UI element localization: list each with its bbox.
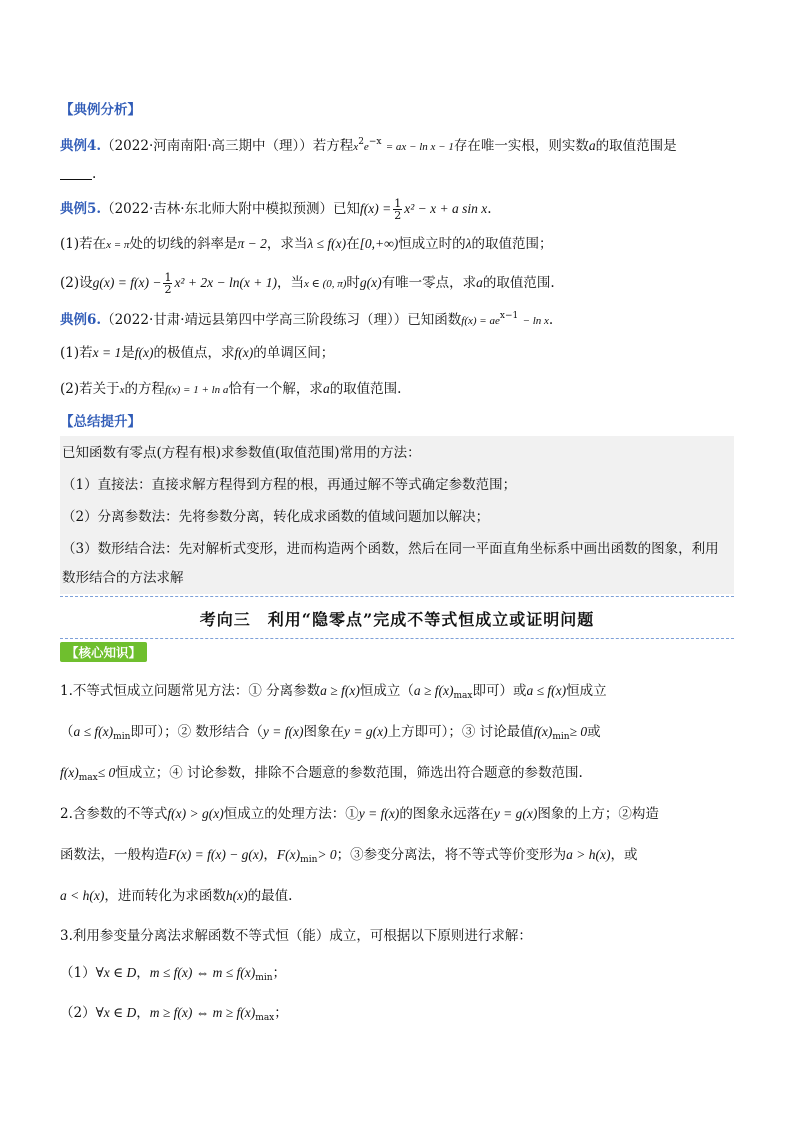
example-4	[60, 132, 734, 157]
e6q1-e: 的极值点，求	[153, 345, 235, 361]
k2-m: ；③参变分离法，将不等式等价变形为	[336, 847, 567, 863]
fraction-half	[393, 198, 402, 221]
var-a: a	[588, 138, 596, 153]
k1-h: （	[60, 724, 74, 740]
k2-d: y = f(x)	[358, 806, 400, 821]
example-6: 典例6.（2022·甘肃·靖远县第四中学高三阶段练习（理））已知函数$f(x) = ae^{x-1} - \ln x$.	[60, 311, 554, 328]
q1-h: [0,+∞)	[359, 236, 399, 251]
q1-a: (1)若在	[60, 236, 107, 252]
q2-h: 有唯一零点，求	[381, 275, 477, 291]
k2-min: min	[300, 855, 318, 865]
k1-o: f(x)	[533, 724, 553, 739]
k1-r: f(x)	[60, 765, 79, 780]
k1-t: 恒成立；④ 讨论参数，排除不合题意的参数范围，筛选出符合题意的参数范围.	[115, 765, 583, 781]
k2-b: f(x) > g(x)	[167, 806, 224, 821]
e6q1-g: 的单调区间；	[253, 345, 335, 361]
k3-r1a: （1）	[60, 965, 96, 981]
knowledge-1-line-1	[60, 681, 734, 706]
summary-line-0: 已知函数有零点(方程有根)求参数值(取值范围)常用的方法：	[62, 445, 421, 461]
k2-r: h(x)	[225, 888, 248, 903]
knowledge-3-intro: 3.利用参变量分离法求解函数不等式恒（能）成立，可根据以下原则进行求解：	[60, 928, 532, 944]
answer-blank-line	[60, 164, 734, 184]
blank-period: .	[92, 166, 97, 182]
example-5-q1	[60, 234, 734, 255]
q1-c: 处的切线的斜率是	[129, 236, 238, 252]
k1-min: min	[113, 732, 131, 742]
func-f6-rest: − ln x	[522, 315, 549, 327]
q2-g: g(x)	[359, 275, 382, 290]
e6q1-b: x = 1	[92, 345, 122, 360]
example-6-label: 典例6.	[60, 312, 102, 328]
k2-n: a > h(x)	[566, 847, 611, 862]
k3-r1e: ；	[272, 965, 286, 981]
k1-e: 即可）或	[472, 683, 527, 699]
section-title: 考向三 利用“隐零点”完成不等式恒成立或证明问题	[199, 610, 595, 629]
k1-b: a ≥ f(x)	[320, 683, 360, 698]
q2-f: 时	[346, 275, 360, 291]
e6q2-e: 恰有一个解，求	[228, 381, 323, 397]
frac-den: 2	[394, 209, 402, 222]
k2-l: > 0	[317, 847, 337, 862]
q1-i: 恒成立时的	[398, 236, 466, 252]
knowledge-3-rule-2	[60, 1003, 734, 1028]
k2-s: 的最值.	[247, 888, 293, 904]
eq-x: x	[353, 141, 359, 153]
k2-p: a < h(x)	[60, 888, 105, 903]
example-4-text: 存在唯一实根，则实数	[453, 138, 589, 154]
k1-p: ≥ 0	[569, 724, 588, 739]
k3-r1b: ∀x ∈ D	[95, 965, 137, 980]
answer-blank	[60, 179, 92, 180]
k1-a: 1.不等式恒成立问题常见方法：① 分离参数	[60, 683, 321, 699]
k1-m: y = g(x)	[344, 724, 388, 739]
section-header-analysis: 【典例分析】	[60, 102, 141, 118]
knowledge-2-line-2	[60, 845, 734, 870]
example-5: 典例5.（2022·吉林·东北师大附中模拟预测）已知f(x) = $\frac{1}{2}$ x² − x + a sin x.	[60, 197, 492, 222]
q1-e: ，求当	[266, 236, 308, 252]
summary-line-2: （2）分离参数法：先将参数分离，转化成求函数的值域问题加以解决；	[62, 509, 490, 525]
k1-l: 图象在	[303, 724, 345, 740]
eq-e: e	[363, 141, 369, 153]
k3-r2e: ；	[274, 1005, 288, 1021]
e6q1-c: 是	[121, 345, 135, 361]
e6q2-a: (2)若关于	[60, 381, 120, 397]
example-4-source: （2022·河南南阳·高三期中（理））若方程	[101, 138, 354, 154]
summary-header: 【总结提升】	[60, 414, 141, 430]
k2-o: ，或	[610, 847, 638, 863]
k3-r2b: ∀x ∈ D	[95, 1005, 137, 1020]
e6q2-b: x	[119, 384, 125, 396]
example-6-source: （2022·甘肃·靖远县第四中学高三阶段练习（理））已知函数	[101, 312, 462, 328]
k1-s: ≤ 0	[97, 765, 116, 780]
k2-k: F(x)	[276, 847, 301, 862]
eq-exp-e: −x	[368, 137, 382, 147]
q2-a: (2)设	[60, 275, 93, 291]
frac-den-2: 2	[164, 283, 172, 296]
separator-bottom	[60, 638, 734, 639]
q2-d: ，当	[277, 275, 305, 291]
e6q2-d: f(x) = 1 + ln a	[165, 384, 229, 396]
k3-r2-max: max	[255, 1013, 275, 1023]
knowledge-2-line-3	[60, 886, 734, 906]
k1-max-2: max	[78, 773, 98, 783]
knowledge-1-line-3	[60, 763, 734, 788]
k1-j: 即可）；② 数形结合（	[130, 724, 263, 740]
e6q2-c: 的方程	[124, 381, 166, 397]
k3-r2c: ，	[136, 1005, 150, 1021]
knowledge-1-line-2	[60, 722, 734, 747]
q1-d: π − 2	[237, 236, 267, 251]
k3-r1d: m ≤ f(x) ⇔ m ≤ f(x)	[149, 965, 256, 980]
k1-k: y = f(x)	[262, 724, 304, 739]
q1-g: 在	[346, 236, 360, 252]
example-6-q2	[60, 379, 734, 400]
e6q2-g: 的取值范围.	[329, 381, 402, 397]
knowledge-3-rule-1	[60, 963, 734, 988]
q1-b: x = π	[106, 239, 130, 251]
k2-a: 2.含参数的不等式	[60, 806, 168, 822]
k2-q: ，进而转化为求函数	[104, 888, 226, 904]
example-5-label: 典例5.	[60, 201, 102, 217]
example-4-end: 的取值范围是	[595, 138, 677, 154]
frac-num: 1	[394, 197, 402, 210]
example-4-label: 典例4.	[60, 138, 102, 154]
k3-r2a: （2）	[60, 1005, 96, 1021]
example-6-q1	[60, 343, 734, 363]
q2-c: x² + 2x − ln(x + 1)	[174, 275, 278, 290]
k3-r1-min: min	[255, 973, 273, 983]
func-f6: f(x) = ae	[461, 315, 500, 327]
k2-g: 图象的上方；②构造	[537, 806, 659, 822]
k1-n: 上方即可）；③ 讨论最值	[387, 724, 534, 740]
func-f-right: x² − x + a sin x	[404, 201, 488, 216]
k1-g: 恒成立	[566, 683, 607, 699]
example-5-q2	[60, 272, 734, 295]
q2-j: 的取值范围.	[482, 275, 555, 291]
fraction-half-2	[163, 272, 172, 295]
e6q1-d: f(x)	[134, 345, 154, 360]
k2-j: ，	[263, 847, 277, 863]
summary-line-3: （3）数形结合法：先对解析式变形，进而构造两个函数，然后在同一平面直角坐标系中画出函数的图象，利用	[62, 541, 719, 557]
e6q1-f: f(x)	[234, 345, 254, 360]
q1-j: λ	[465, 236, 472, 251]
example-5-source: （2022·吉林·东北师大附中模拟预测）已知	[101, 201, 361, 217]
k1-d: a ≥ f(x)	[413, 683, 454, 698]
k3-r2d: m ≥ f(x) ⇔ m ≥ f(x)	[149, 1005, 256, 1020]
q2-e: x ∈ (0, π)	[304, 278, 347, 290]
knowledge-2-line-1	[60, 804, 734, 824]
e6q2-f: a	[322, 381, 330, 396]
k1-min-2: min	[552, 732, 570, 742]
separator-top	[60, 596, 734, 597]
k2-i: F(x) = f(x) − g(x)	[168, 847, 264, 862]
k2-h: 函数法，一般构造	[60, 847, 168, 863]
k2-e: 的图象永远落在	[399, 806, 494, 822]
k2-f: y = g(x)	[493, 806, 538, 821]
summary-line-1: （1）直接法：直接求解方程得到方程的根，再通过解不等式确定参数范围；	[62, 477, 517, 493]
eq-right: = ax − ln x − 1	[385, 141, 454, 153]
exp-e2: x−1	[499, 311, 519, 321]
k1-f: a ≤ f(x)	[526, 683, 567, 698]
k2-c: 恒成立的处理方法：①	[223, 806, 359, 822]
func-f-left: f(x) =	[360, 201, 392, 216]
e6q1-a: (1)若	[60, 345, 93, 361]
summary-line-4: 数形结合的方法求解	[62, 570, 184, 586]
k3-r1c: ，	[136, 965, 150, 981]
core-knowledge-badge: 【核心知识】	[60, 642, 147, 662]
k1-i: a ≤ f(x)	[73, 724, 114, 739]
eq-exp: 2	[358, 137, 364, 147]
k1-c: 恒成立（	[359, 683, 414, 699]
frac-num-2: 1	[164, 271, 172, 284]
q1-f: λ ≤ f(x)	[307, 236, 347, 251]
k1-max: max	[453, 691, 473, 701]
k1-q: 或	[587, 724, 601, 740]
q1-k: 的取值范围；	[471, 236, 553, 252]
q2-b: g(x) = f(x) −	[92, 275, 162, 290]
q2-i: a	[476, 275, 483, 290]
